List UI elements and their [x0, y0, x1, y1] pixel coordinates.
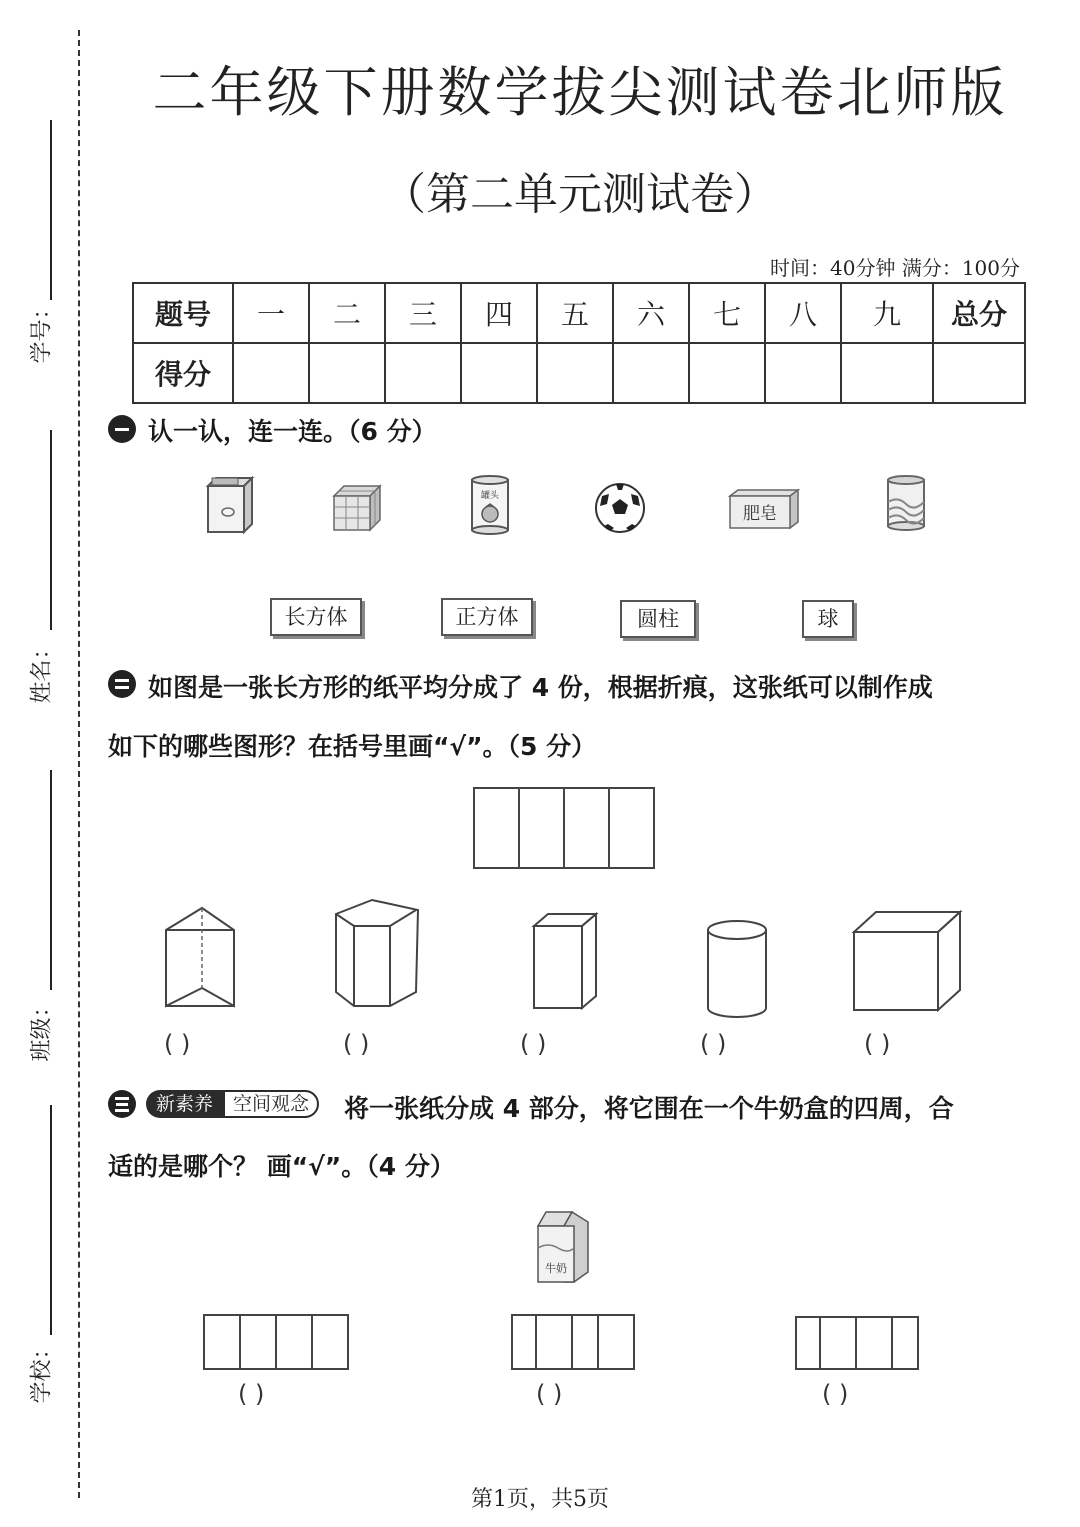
score-col-8: 八: [765, 283, 841, 343]
q3-answer-bracket-1[interactable]: ( ): [238, 1380, 265, 1408]
score-table-score-row: [133, 343, 1025, 403]
pentagonal-prism-shape: [332, 896, 422, 1010]
paper-option-3[interactable]: [794, 1315, 920, 1371]
score-cell[interactable]: [933, 343, 1025, 403]
school-label: 学校：: [29, 1337, 55, 1404]
q3-line-1: 将一张纸分成 4 部分，将它围在一个牛奶盒的四周，合: [344, 1094, 954, 1123]
cylinder-can-image: [884, 474, 928, 532]
score-table-header-row: [133, 283, 1025, 343]
score-cell[interactable]: [385, 343, 461, 403]
score-cell[interactable]: [233, 343, 309, 403]
milk-carton-image: [534, 1208, 592, 1284]
score-table: [132, 282, 1026, 404]
milk-label: 牛奶: [545, 1262, 567, 1275]
page-subtitle: （第二单元测试卷）: [382, 169, 778, 220]
soap-box-image: [726, 486, 800, 530]
score-cell[interactable]: [461, 343, 537, 403]
q2-answer-bracket-3[interactable]: ( ): [520, 1030, 547, 1058]
label-sphere[interactable]: 球: [802, 600, 854, 638]
q2-answer-bracket-5[interactable]: ( ): [864, 1030, 891, 1058]
school-rule: [50, 1105, 52, 1335]
cube-shape: [850, 908, 964, 1014]
class-label: 班级：: [29, 995, 55, 1062]
spatial-concept-tag: 空间观念: [223, 1090, 319, 1118]
score-cell[interactable]: [309, 343, 385, 403]
name-label: 姓名：: [29, 637, 55, 704]
name-rule: [50, 430, 52, 630]
page-title: 二年级下册数学拔尖测试卷北师版: [152, 61, 1008, 124]
class-rule: [50, 770, 52, 990]
score-col-5: 五: [537, 283, 613, 343]
score-col-2: 二: [309, 283, 385, 343]
q2-line-1: 如图是一张长方形的纸平均分成了 4 份，根据折痕，这张纸可以制作成: [148, 673, 933, 702]
score-header-label: 题号: [133, 283, 233, 343]
new-literacy-tag: 新素养: [146, 1090, 223, 1118]
tea-tin-box-image: [198, 472, 256, 538]
soap-label: 肥皂: [743, 504, 777, 524]
paper-option-2[interactable]: [510, 1313, 636, 1371]
q2-answer-bracket-1[interactable]: ( ): [164, 1030, 191, 1058]
score-col-4: 四: [461, 283, 537, 343]
triangular-prism-shape: [162, 904, 238, 1014]
score-cell[interactable]: [689, 343, 765, 403]
section-3-badge: [108, 1090, 136, 1118]
exam-meta: 时间：40分钟 满分：100分: [770, 256, 1020, 280]
score-cell[interactable]: [613, 343, 689, 403]
rubiks-cube-image: [330, 482, 384, 532]
label-cylinder[interactable]: 圆柱: [620, 600, 696, 638]
q2-answer-bracket-2[interactable]: ( ): [343, 1030, 370, 1058]
q2-line-2: 如下的哪些图形？在括号里画“√”。（5 分）: [108, 732, 597, 761]
q1-text: 认一认，连一连。（6 分）: [148, 417, 437, 446]
score-col-9: 九: [841, 283, 933, 343]
score-col-6: 六: [613, 283, 689, 343]
score-col-3: 三: [385, 283, 461, 343]
section-2-badge: [108, 670, 136, 698]
soccer-ball-image: [594, 482, 646, 534]
student-no-label: 学号：: [29, 297, 55, 364]
q3-answer-bracket-2[interactable]: ( ): [536, 1380, 563, 1408]
tomato-can-image: [466, 474, 514, 536]
q3-answer-bracket-3[interactable]: ( ): [822, 1380, 849, 1408]
section-1-badge: [108, 415, 136, 443]
page-footer: 第1页，共5页: [471, 1487, 609, 1512]
q2-answer-bracket-4[interactable]: ( ): [700, 1030, 727, 1058]
score-cell[interactable]: [537, 343, 613, 403]
score-cell[interactable]: [841, 343, 933, 403]
q3-tags: [146, 1090, 319, 1118]
label-cube[interactable]: 正方体: [441, 598, 533, 636]
q3-line-2: 适的是哪个？ 画“√”。（4 分）: [108, 1152, 455, 1181]
student-no-rule: [50, 120, 52, 300]
folded-paper-diagram: [472, 786, 656, 870]
score-col-1: 一: [233, 283, 309, 343]
score-col-total: 总分: [933, 283, 1025, 343]
score-row-label: 得分: [133, 343, 233, 403]
cylinder-shape: [704, 918, 770, 1022]
can-label: 罐头: [480, 491, 500, 501]
binding-dashed-line: [78, 30, 80, 1498]
score-cell[interactable]: [765, 343, 841, 403]
label-cuboid[interactable]: 长方体: [270, 598, 362, 636]
score-col-7: 七: [689, 283, 765, 343]
cuboid-shape: [530, 910, 600, 1012]
paper-option-1[interactable]: [202, 1313, 350, 1371]
